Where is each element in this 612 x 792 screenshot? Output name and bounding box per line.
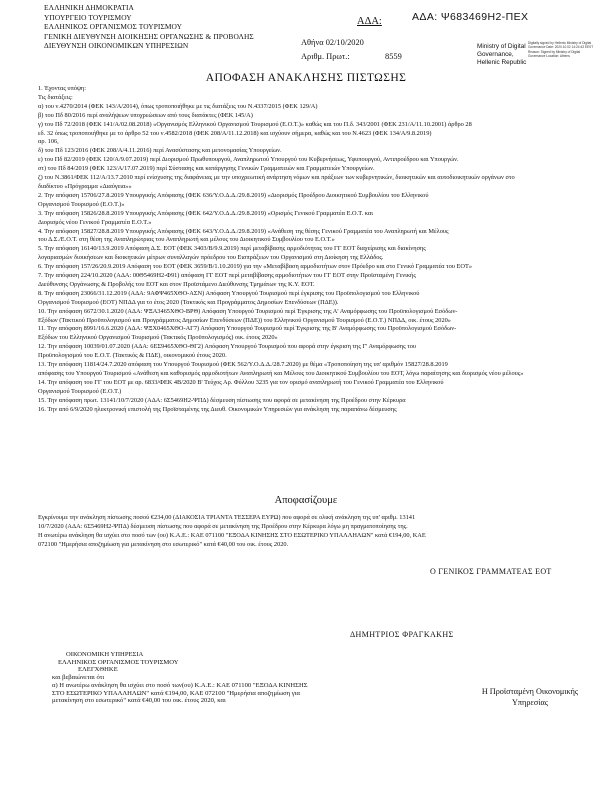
consideration-line: Διορισμός νέου Γενικού Γραμματέα Ε.Ο.Τ.» [38, 218, 152, 226]
consideration-line: λογαριασμών διοικήσεων και διοικητικών μέτρων συναλλαγών πρόεδρου του Εισπράξεων του Οργανισμού στη Διοίκηση της Ελλάδος. [38, 254, 384, 262]
consideration-line: 2. Την απόφαση 15706/27.8.2019 Υπουργικής Απόφασης (ΦΕΚ 636/Υ.Ο.Δ.Δ./29.8.2019) «Διορισμός Προέδρου Διοικητικού Συμβουλίου του Ελληνικού [38, 191, 429, 199]
decision-line: 072100 "Ημερήσια αποζημίωση για μετακίνηση στο εσωτερικό" κατά €40,00 του οικ. έτους 2020. [38, 540, 289, 548]
finance-line: ΣΤΟ ΕΣΩΤΕΡΙΚΟ ΥΠΑΛΛΗΛΩΝ" κατά €194,00, ΚΑΕ 072100 "Ημερήσια αποζημίωση για [52, 689, 300, 697]
ada-label: ΑΔΑ: [357, 16, 382, 27]
consideration-line: αρ. 106, [38, 138, 59, 146]
header-line: ΔΙΕΥΘΥΝΣΗ ΟΙΚΟΝΟΜΙΚΩΝ ΥΠΗΡΕΣΙΩΝ [44, 41, 189, 51]
finance-line: και βεβαιώνεται ότι [52, 674, 105, 682]
consideration-line: 14. Την απόφαση του ΓΓ του ΕΟΤ με αρ. 6833/ΦΕΚ 4Β/2020 Β' Τεύχος Αρ. Φύλλου 3235 για τον ορισμό αναπληρωτή του Γενικού Γραμματέα του Ελληνικού [38, 378, 444, 386]
consideration-line: Οργανισμού Τουρισμού (Ε.Ο.Τ.)» [38, 200, 125, 208]
decision-text [38, 514, 598, 550]
general-secretary-title: Ο ΓΕΝΙΚΟΣ ΓΡΑΜΜΑΤΕΑΣ ΕΟΤ [430, 567, 552, 576]
protocol-number [301, 52, 402, 61]
consideration-line: 15. Την απόφαση πρωτ. 13141/10/7/2020 (ΑΔΑ: 6Σ5469Η2-ΨΠΔ) δέσμευση πίστωσης που αφορά σε μετακίνηση της Προέδρου στην Κέρκυρα [38, 396, 406, 404]
consideration-line: 7. Την απόφαση 224/10.2020 (ΑΔΑ: 00Θ5469Η2-Φ91) απόφαση ΓΓ ΕΟΤ περί μεταβίβασης αρμοδιοτήτων του ΓΓ ΕΟΤ στην Προϊσταμένη Γενικής [38, 272, 416, 280]
decision-line: Εγκρίνουμε την ανάκληση πίστωσης ποσού €234,00 (ΔΙΑΚΟΣΙΑ ΤΡΙΑΝΤΑ ΤΕΣΣΕΡΑ ΕΥΡΩ) που αφορά σε ολική ανάκληση της υπ' αριθμ. 13141 [38, 514, 416, 521]
consideration-line: Οργανισμού Τουρισμού (ΕΟΤ) ΝΠΔΔ για το έτος 2020 (Τακτικός και Προγράμματος Δημοσίων Επενδύσεων (ΠΔΕ)). [38, 298, 339, 306]
decision-heading: Αποφασίζουμε [274, 495, 338, 506]
protocol-value: 8559 [385, 52, 402, 61]
protocol-label: Αριθμ. Πρωτ.: [301, 52, 350, 61]
considerations-list [38, 85, 598, 415]
consideration-line: του Δ.Σ./Ε.Ο.Τ. στη θέση της Αναπληρώτριας του Αναπληρωτή και μέλους του Διοικητικού Συμβουλίου του Ε.Ο.Τ.» [38, 236, 335, 244]
consideration-line: 1. Έχοντας υπόψη: [38, 85, 86, 92]
consideration-line: εδ. 32 όπως τροποποιήθηκε με το άρθρο 52 του ν.4582/2018 (ΦΕΚ 208/Α/11.12.2018) και ισχύουν σήμερα, καθώς και του Ν.4623 (ΦΕΚ 134/Α/9.8.2019) [38, 129, 432, 137]
consideration-line: στ) του Πδ 84/2019 (ΦΕΚ 123/Α/17.07.2019) περί Σύστασης και κατάργησης Γενικών Γραμματειών και Γραμματειών Υπουργείων. [38, 165, 375, 173]
consideration-line: 16. Την από 6/9/2020 ηλεκτρονική επιστολή της Προϊσταμένης της Διευθ. Οικονομικών Υπηρεσιών για ανάκληση της παραπάνω δέσμευσης [38, 405, 397, 413]
consideration-line: 8. Την απόφαση 23066/31.12.2019 (ΑΔΑ: 9ΑΦΨ465ΧΘΟ-ΑΣΝ) Απόφαση Υπουργού Τουρισμού περί έγκρισης του Προϋπολογισμού του Ελληνικού [38, 289, 420, 297]
consideration-line: Εξόδων (Τακτικού Προϋπολογισμού και Προγράμματος Δημοσίων Επενδύσεων (ΠΔΕ)) του Ελληνικού Οργανισμού Τουρισμού (Ε.Ο.Τ.) ΝΠΔΔ, οικ. έτους 2020» [38, 316, 451, 324]
consideration-line: 12. Την απόφαση 10039/01.07.2020 (ΑΔΑ: 6ΕΣ9465ΧΘΟ-ΘΓ2) Απόφαση Υπουργού Τουρισμού που αφορά στην έγκριση της Γ' Αναμόρφωσης του [38, 343, 417, 351]
document-date: Αθήνα 02/10/2020 [301, 38, 364, 47]
finance-head-line: Υπηρεσίας [511, 698, 548, 707]
consideration-line: 3. Την απόφαση 15826/28.8.2019 Υπουργικής Απόφασης (ΦΕΚ 642/Υ.Ο.Δ.Δ./29.8.2019) «Ορισμός Γενικού Γραμματέα Ε.Ο.Τ. και [38, 209, 373, 217]
consideration-line: 5. Την απόφαση 16140/13.9.2019 Απόφαση Δ.Σ. ΕΟΤ (ΦΕΚ 3403/Β/9.9.2019) περί μεταβίβασης αρμοδιότητας του ΓΓ ΕΟΤ διαχείρισης και διακίνησης [38, 245, 426, 253]
header-line: ΥΠΟΥΡΓΕΙΟ ΤΟΥΡΙΣΜΟΥ [44, 12, 132, 22]
consideration-line: ε) του Πδ 82/2019 (ΦΕΚ 120/Α/9.07.2019) περί Διορισμού Πρωθυπουργού, Αναπληρωτού Υπουργού του Κυβερνήσεως, Υφυπουργού, Αντιπροέδρου και Υπουργών. [38, 156, 459, 164]
consideration-line: 4. Την απόφαση 15827/28.8.2019 Υπουργικής Απόφασης (ΦΕΚ 643/Υ.Ο.Δ.Δ./29.8.2019) «Ανάθεση της θέσης Γενικού Γραμματέα του Αναπληρωτή και Μέλους [38, 227, 449, 235]
consideration-line: 10. Την απόφαση 6672/30.1.2020 (ΑΔΑ: ΨΞΑ3465ΧΘΟ-ΒΡΘ) Απόφαση Υπουργού Τουρισμού περί Έγκρισης της Α' Αναμόρφωσης του Προϋπολογισμού Εσόδων- [38, 307, 458, 315]
finance-line: ΕΛΕΓΧΘΗΚΕ [78, 666, 118, 674]
consideration-line: 11. Την απόφαση 8991/16.6.2020 (ΑΔΑ: ΨΞΧ0465ΧΘΟ-ΑΓ7) Απόφαση Υπουργού Τουρισμού περί Έγκρισης της Β' Αναμόρφωσης του Προϋπολογισμού Εσόδων- [38, 325, 457, 333]
signer-name: ΔΗΜΗΤΡΙΟΣ ΦΡΑΓΚΑΚΗΣ [350, 630, 454, 639]
digital-signature-stamp: Digitally signed by Hellenic Ministry of Digital Governance Date: 2020.10.02 14:24:43 EEST Reason: Signed by Ministry of Digital Governance Location: Athens [528, 41, 594, 59]
consideration-line: διαδίκτυο «Πρόγραμμα «Διαύγεια»» [38, 182, 132, 190]
decision-line: Η ανωτέρω ανάκληση θα ισχύει στο ποσό των (ου) Κ.Α.Ε.: ΚΑΕ 071100 "ΕΞΟΔΑ ΚΙΝΗΣΗΣ ΣΤΟ ΕΣΩΤΕΡΙΚΟ ΥΠΑΛΛΗΛΩΝ" κατά €194,00, ΚΑΕ [38, 531, 426, 539]
ada-value: ΑΔΑ: Ψ683469Η2-ΠΕΧ [412, 11, 529, 23]
ministry-block [477, 43, 526, 68]
consideration-line: β) του Πδ 80/2016 περί αναλήψεων υποχρεώσεων από τους διατάκτες (ΦΕΚ 145/Α) [38, 111, 253, 119]
finance-verification [52, 651, 352, 705]
document-title: ΑΠΟΦΑΣΗ ΑΝΑΚΛΗΣΗΣ ΠΙΣΤΩΣΗΣ [205, 71, 407, 84]
issuer-header [44, 3, 254, 51]
header-line: ΕΛΛΗΝΙΚΗ ΔΗΜΟΚΡΑΤΙΑ [44, 3, 134, 12]
finance-line: α) Η ανωτέρω ανάκληση θα ισχύει στο ποσό των(ου) Κ.Α.Ε.: ΚΑΕ 071100 "ΕΞΟΔΑ ΚΙΝΗΣΗΣ [52, 681, 308, 689]
ministry-line: Ministry of Digital [477, 43, 526, 50]
header-line: ΓΕΝΙΚΗ ΔΙΕΥΘΥΝΣΗ ΔΙΟΙΚΗΣΗΣ ΟΡΓΑΝΩΣΗΣ & ΠΡΟΒΟΛΗΣ [44, 31, 254, 41]
header-line: ΕΛΛΗΝΙΚΟΣ ΟΡΓΑΝΙΣΜΟΣ ΤΟΥΡΙΣΜΟΥ [44, 22, 183, 32]
consideration-line: 13. Την απόφαση 11814/24.7.2020 απόφαση του Υπουργού Τουρισμού (ΦΕΚ 562/Υ.Ο.Δ.Δ./28.7.2020) με θέμα «Τροποποίηση της υπ' αριθμόν 15827/28.8.2019 [38, 361, 448, 369]
consideration-line: α) του ν.4270/2014 (ΦΕΚ 143/Α/2014), όπως τροποποιήθηκε με τις διατάξεις του Ν.4337/2015 (ΦΕΚ 129/Α) [38, 102, 318, 110]
ministry-line: Hellenic Republic [477, 59, 527, 67]
finance-head-title [460, 686, 600, 708]
ministry-line: Governance, [477, 51, 514, 59]
consideration-line: Προϋπολογισμού του Ε.Ο.Τ. (Τακτικός & ΠΔΕ), οικονομικού έτους 2020. [38, 352, 227, 360]
consideration-line: Τις διατάξεις: [38, 93, 73, 101]
consideration-line: ζ) του Ν.3861/ΦΕΚ 112/Α/13.7.2010 περί ενίσχυσης της διαφάνειας με την υποχρεωτική ανάρτηση νόμων και πράξεων των κυβερνητικών, διοικητικών και αυτοδιοικητικών οργάνων στο [38, 174, 515, 182]
finance-line: μετακίνηση στο εσωτερικό" κατά €40,00 του οικ. έτους 2020, και [52, 697, 226, 705]
consideration-line: Εξόδων του Ελληνικού Οργανισμού Τουρισμού (Τακτικός Προϋπολογισμός) οικ. έτους 2020» [38, 334, 278, 342]
finance-head-line: Η Προϊσταμένη Οικονομικής [481, 687, 579, 696]
consideration-line: 6. Την απόφαση 157/26/20.9.2019 Απόφαση του ΕΟΤ (ΦΕΚ 3659/Β/1.10.2019) για την «Μεταβίβαση αρμοδιοτήτων στον Πρόεδρο και στο Γενικό Γραμματέα του ΕΟΤ» [38, 263, 472, 271]
consideration-line: δ) του Πδ 123/2016 (ΦΕΚ 208/Α/4.11.2016) περί Ανασύστασης και μετονομασίας Υπουργείων. [38, 147, 282, 155]
consideration-line: Οργανισμού Τουρισμού (Ε.Ο.Τ.) [38, 387, 122, 395]
finance-line: ΕΛΛΗΝΙΚΟΣ ΟΡΓΑΝΙΣΜΟΣ ΤΟΥΡΙΣΜΟΥ [58, 658, 179, 666]
consideration-line: Διεύθυνσης Οργάνωσης & Προβολής του ΕΟΤ και στον Προϊστάμενο Διεύθυνσης Τμημάτων της Κ.Υ. ΕΟΤ. [38, 280, 315, 288]
decision-line: 10/7/2020 (ΑΔΑ: 6Σ5469Η2-ΨΠΔ) δέσμευση πίστωσης που αφορά σε μετακίνηση της Προέδρου στην Κέρκυρα λόγω μη πραγματοποίησης της. [38, 522, 408, 530]
consideration-line: απόφασης του Υπουργού Τουρισμού «Ανάθεση και καθορισμός αρμοδιοτήτων Αναπληρωτή και Μέλους του Διοικητικού Συμβουλίου του ΕΟΤ, λόγω παραίτησης και διορισμός νέου μέλους» [38, 370, 524, 377]
consideration-line: γ) του Πδ 72/2018 (ΦΕΚ 141/Α/02.08.2018) «Οργανισμός Ελληνικού Οργανισμού Τουρισμού (Ε.Ο.Τ.)» καθώς και του Π.δ. 343/2001 (ΦΕΚ 231/Α/11.10.2001) άρθρο 28 [38, 120, 472, 128]
finance-line: ΟΙΚΟΝΟΜΙΚΗ ΥΠΗΡΕΣΙΑ [66, 651, 144, 658]
